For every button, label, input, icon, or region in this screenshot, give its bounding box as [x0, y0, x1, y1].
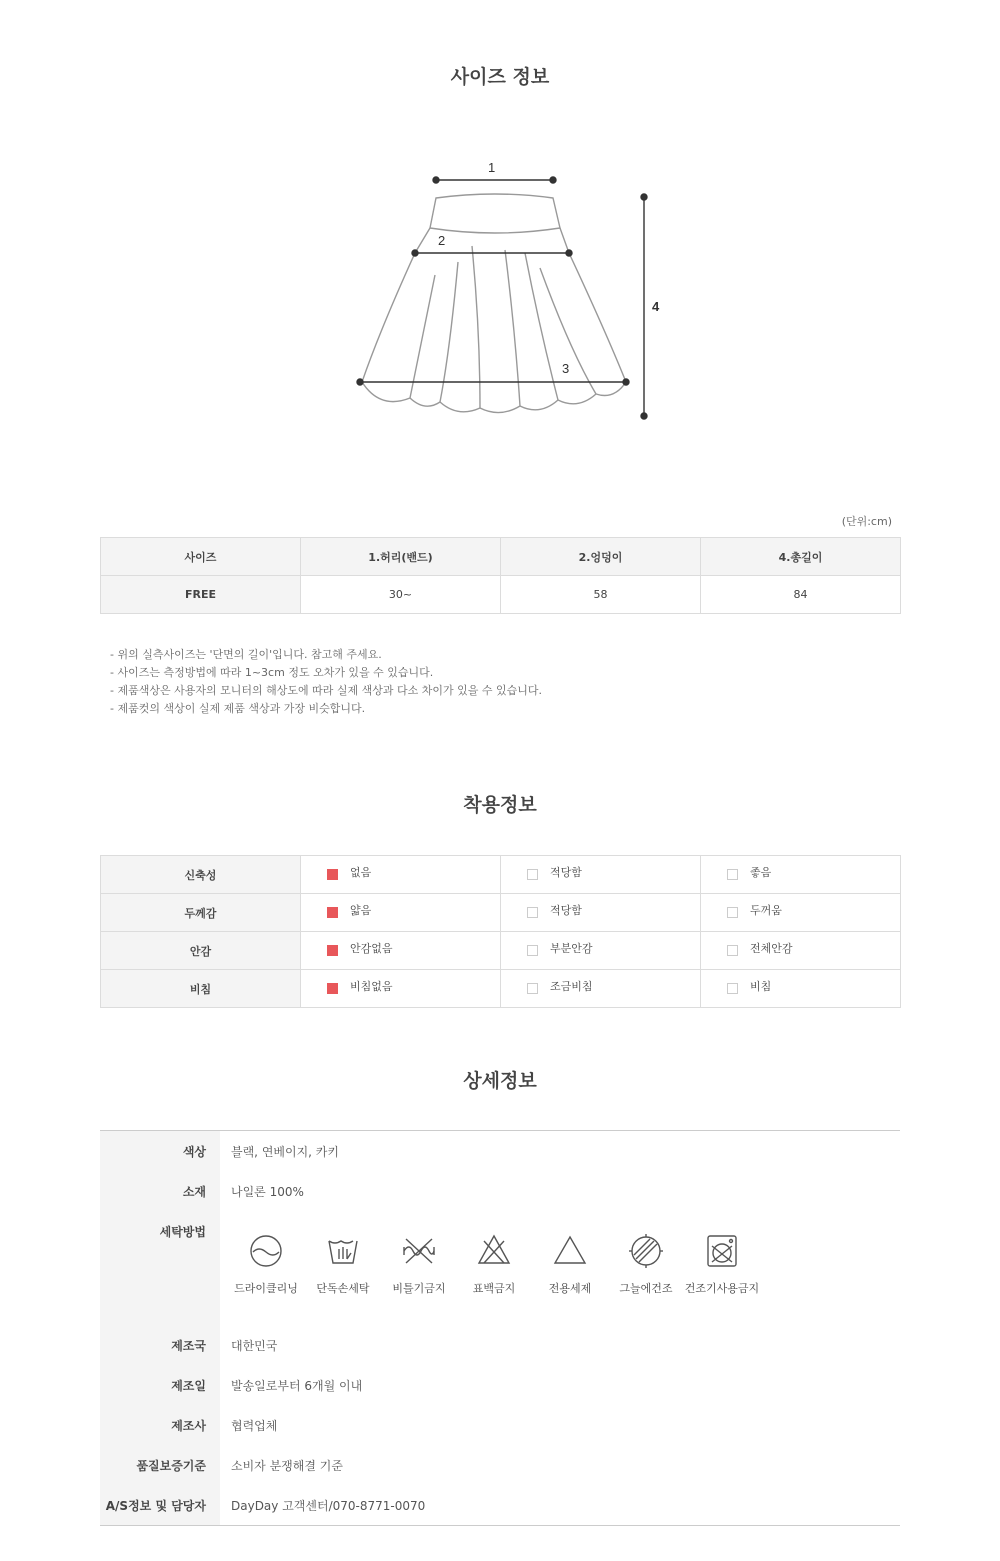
skirt-measure-diagram: [340, 150, 680, 430]
wear-option-label: 비침: [750, 979, 772, 993]
checkbox-checked: [327, 907, 338, 918]
checkbox: [727, 983, 738, 994]
checkbox: [527, 983, 538, 994]
country-value: 대한민국: [231, 1339, 278, 1353]
date-label: 제조일: [171, 1379, 206, 1393]
wear-option-label: 두꺼움: [750, 903, 782, 917]
wash-icon-item: [381, 1233, 457, 1296]
diagram-label-1: 1: [488, 160, 496, 175]
shade-dry-icon: [628, 1233, 664, 1269]
table-row: [101, 932, 901, 970]
wear-option-label: 전체안감: [750, 941, 793, 955]
wear-row-label: 신축성: [101, 856, 301, 894]
table-row: [101, 894, 901, 932]
date-value: 발송일로부터 6개월 이내: [231, 1379, 363, 1393]
detail-row-quality: [100, 1457, 900, 1477]
detail-row-date: [100, 1377, 900, 1397]
checkbox: [527, 907, 538, 918]
wear-option: [301, 856, 501, 894]
no-bleach-icon: [476, 1233, 512, 1269]
hand-wash-icon: [325, 1233, 361, 1269]
detail-row-color: [100, 1143, 900, 1163]
wear-row-label: 비침: [101, 970, 301, 1008]
checkbox-checked: [327, 983, 338, 994]
checkbox: [727, 945, 738, 956]
wear-option: [301, 932, 501, 970]
wear-option: [501, 932, 701, 970]
country-label: 제조국: [171, 1339, 206, 1353]
wear-section-title: 착용정보: [463, 794, 537, 816]
wear-row-label: 두께감: [101, 894, 301, 932]
wear-option-label: 조금비침: [550, 979, 593, 993]
wash-icon-label: 드라이클리닝: [234, 1282, 298, 1295]
wear-option-label: 없음: [350, 865, 372, 879]
wear-option: [301, 894, 501, 932]
wear-option: [701, 856, 901, 894]
wear-table: [100, 855, 901, 1008]
as-value: DayDay 고객센터/070-8771-0070: [231, 1499, 426, 1513]
note-line: - 제품색상은 사용자의 모니터의 해상도에 따라 실제 색상과 다소 차이가 있을 수 있습니다.: [110, 684, 542, 697]
size-table-header: [101, 538, 901, 576]
color-value: 블랙, 연베이지, 카키: [231, 1145, 339, 1159]
table-row: [101, 856, 901, 894]
maker-value: 협력업체: [231, 1419, 278, 1433]
wear-option-label: 좋음: [750, 865, 772, 879]
detail-row-country: [100, 1337, 900, 1357]
wear-option-label: 안감없음: [350, 941, 393, 955]
wash-icon-label: 건조기사용금지: [684, 1282, 760, 1295]
wear-option-label: 비침없음: [350, 979, 393, 993]
wear-row-label: 안감: [101, 932, 301, 970]
maker-label: 제조사: [171, 1419, 206, 1433]
no-wring-icon: [401, 1233, 437, 1269]
as-label: A/S정보 및 담당자: [105, 1499, 206, 1513]
wash-icon-label: 비틀기금지: [392, 1282, 446, 1295]
size-header-cell: 4.총길이: [701, 538, 901, 576]
wash-icon-item: [305, 1233, 381, 1296]
detail-row-material: [100, 1183, 900, 1203]
wear-option-label: 적당함: [550, 865, 582, 879]
size-cell: 84: [701, 576, 901, 614]
unit-label: (단위:cm): [841, 515, 892, 528]
quality-value: 소비자 분쟁해결 기준: [231, 1459, 343, 1473]
checkbox: [527, 945, 538, 956]
wash-icon-item: [228, 1233, 304, 1296]
wear-option: [301, 970, 501, 1008]
wear-option: [701, 932, 901, 970]
checkbox: [727, 869, 738, 880]
no-tumble-dry-icon: [704, 1233, 740, 1269]
table-row: [101, 576, 901, 614]
note-line: - 위의 실측사이즈는 '단면의 길이'입니다. 참고해 주세요.: [110, 648, 382, 661]
color-label: 색상: [182, 1145, 206, 1159]
size-notes: [110, 646, 542, 718]
neutral-detergent-icon: [552, 1233, 588, 1269]
wear-option: [501, 856, 701, 894]
dry-clean-icon: [248, 1233, 284, 1269]
material-label: 소재: [182, 1185, 206, 1199]
diagram-label-2: 2: [438, 233, 446, 248]
wash-icon-item: [456, 1233, 532, 1296]
size-section-title: 사이즈 정보: [450, 66, 550, 88]
diagram-label-3: 3: [562, 361, 570, 376]
wash-label: 세탁방법: [159, 1225, 206, 1239]
wash-icon-label: 전용세제: [548, 1282, 592, 1295]
diagram-label-4: 4: [652, 299, 660, 314]
size-cell: 58: [501, 576, 701, 614]
size-table: [100, 537, 901, 614]
detail-row-maker: [100, 1417, 900, 1437]
wash-icon-item: [684, 1233, 760, 1296]
wear-option: [501, 970, 701, 1008]
wear-option: [501, 894, 701, 932]
wash-icon-label: 그늘에건조: [619, 1282, 673, 1295]
wash-icon-label: 표백금지: [472, 1282, 516, 1295]
note-line: - 사이즈는 측정방법에 따라 1~3cm 정도 오차가 있을 수 있습니다.: [110, 666, 434, 679]
detail-section-title: 상세정보: [463, 1070, 537, 1092]
size-header-cell: 1.허리(밴드): [301, 538, 501, 576]
wear-option-label: 적당함: [550, 903, 582, 917]
size-header-cell: 2.엉덩이: [501, 538, 701, 576]
wear-option: [701, 970, 901, 1008]
size-header-cell: 사이즈: [101, 538, 301, 576]
wear-option-label: 얇음: [350, 903, 372, 917]
wear-option-label: 부분안감: [550, 941, 593, 955]
size-cell: 30~: [301, 576, 501, 614]
wash-icon-item: [532, 1233, 608, 1296]
wash-icon-item: [608, 1233, 684, 1296]
checkbox: [527, 869, 538, 880]
wear-option: [701, 894, 901, 932]
wash-icon-label: 단독손세탁: [316, 1282, 370, 1295]
material-value: 나일론 100%: [231, 1185, 304, 1199]
checkbox: [727, 907, 738, 918]
checkbox-checked: [327, 945, 338, 956]
quality-label: 품질보증기준: [136, 1459, 206, 1473]
size-cell: FREE: [101, 576, 301, 614]
detail-table: [100, 1130, 900, 1526]
table-row: [101, 970, 901, 1008]
checkbox-checked: [327, 869, 338, 880]
note-line: - 제품컷의 색상이 실제 제품 색상과 가장 비슷합니다.: [110, 702, 366, 715]
detail-row-as: [100, 1497, 900, 1517]
